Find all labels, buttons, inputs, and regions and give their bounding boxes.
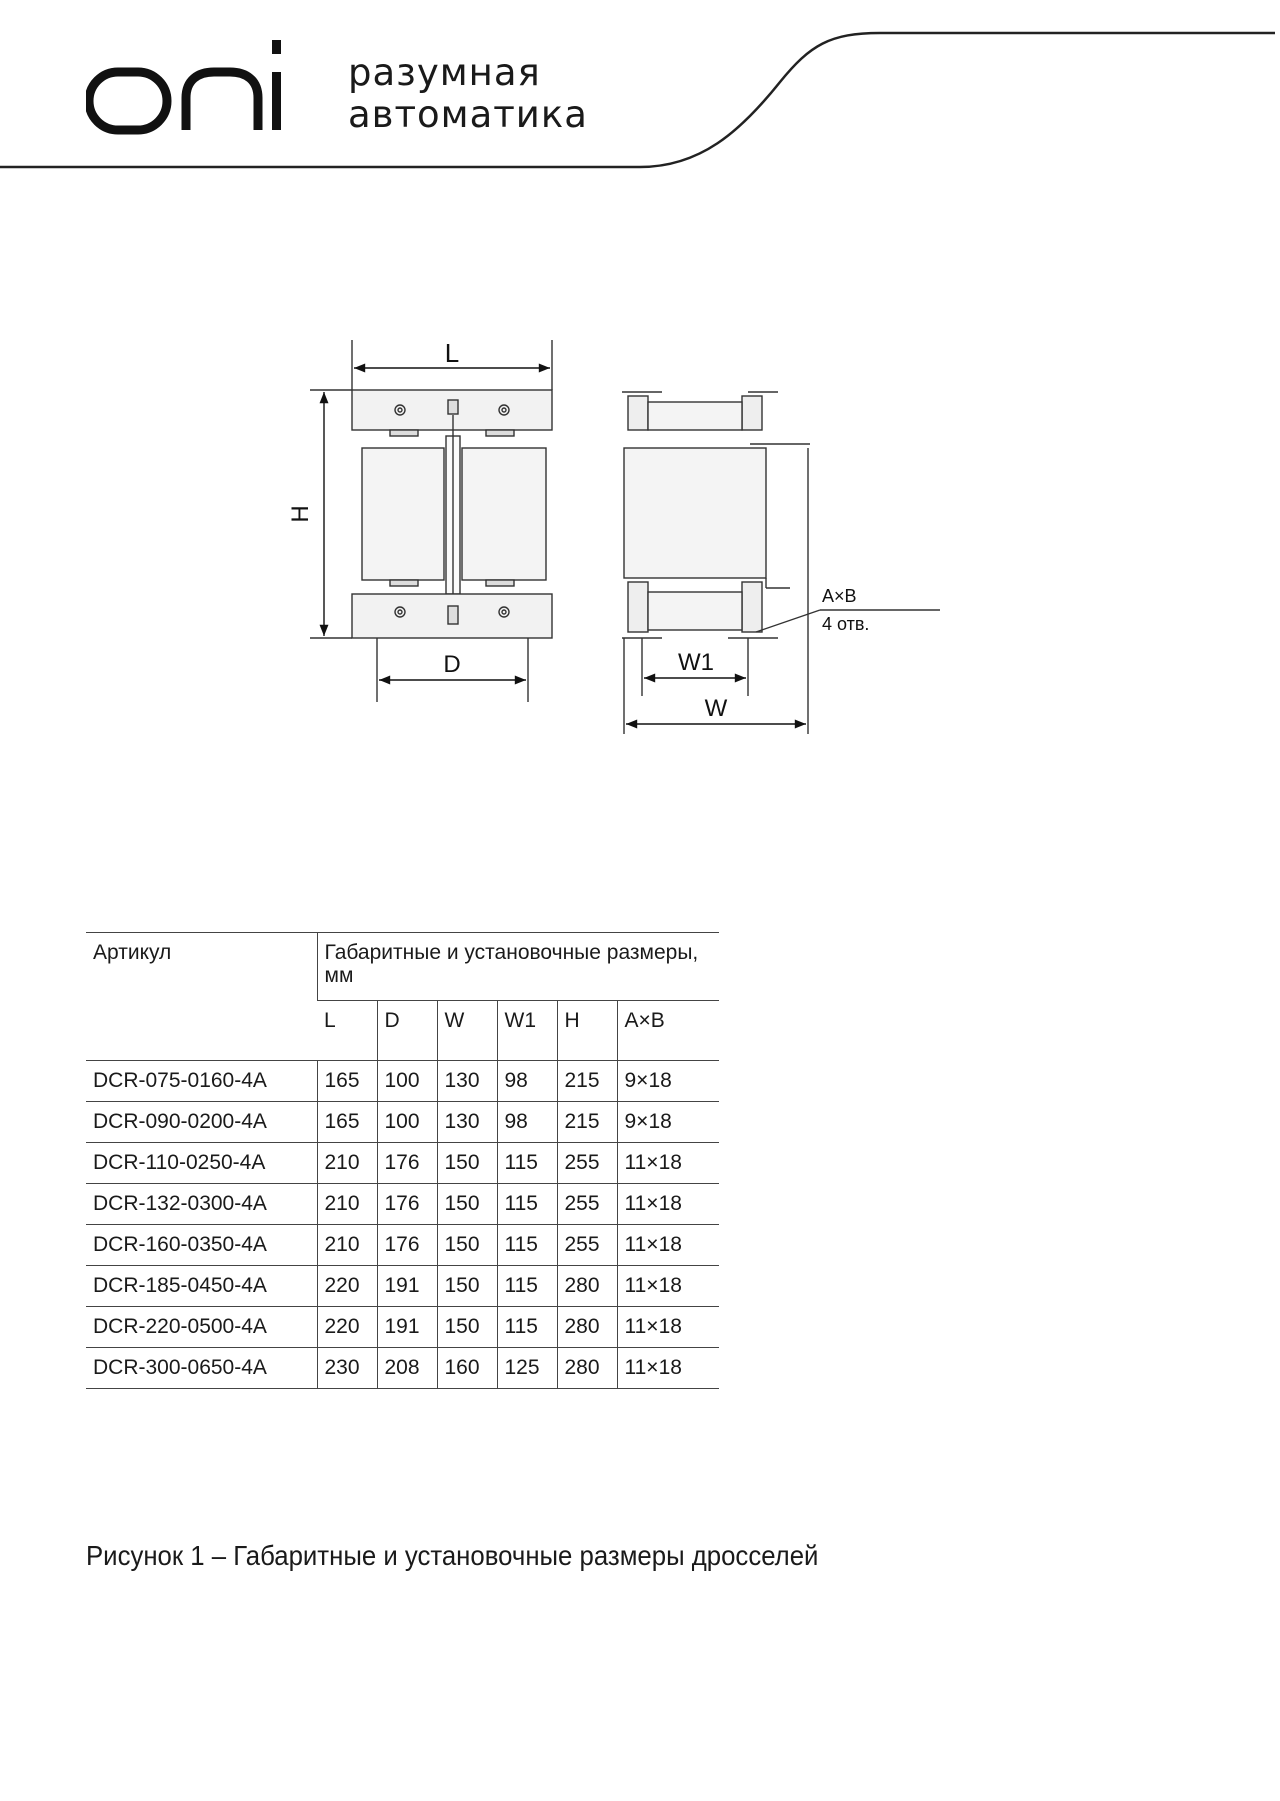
cell-article: DCR-185-0450-4A [86,1266,317,1307]
cell-l: 165 [317,1102,377,1143]
cell-h: 280 [557,1266,617,1307]
cell-w1: 98 [497,1102,557,1143]
cell-w: 130 [437,1061,497,1102]
cell-w1: 115 [497,1143,557,1184]
cell-w: 150 [437,1225,497,1266]
cell-w: 130 [437,1102,497,1143]
page-header [0,0,1280,175]
cell-h: 280 [557,1348,617,1389]
cell-article: DCR-075-0160-4A [86,1061,317,1102]
cell-w1: 115 [497,1184,557,1225]
table-row [86,1307,719,1348]
cell-axb: 11×18 [617,1184,719,1225]
table-header-row [86,933,719,1001]
cell-h: 255 [557,1225,617,1266]
cell-axb: 9×18 [617,1102,719,1143]
dimensions-table [86,932,719,1389]
header-dimensions: Габаритные и установочные размеры, мм [317,933,719,1001]
table-row [86,1184,719,1225]
subheader-w: W [437,1001,497,1061]
cell-axb: 11×18 [617,1143,719,1184]
cell-article: DCR-132-0300-4A [86,1184,317,1225]
cell-d: 191 [377,1307,437,1348]
subheader-h: H [557,1001,617,1061]
cell-article: DCR-160-0350-4A [86,1225,317,1266]
cell-l: 210 [317,1225,377,1266]
cell-l: 210 [317,1184,377,1225]
cell-w: 150 [437,1143,497,1184]
cell-article: DCR-090-0200-4A [86,1102,317,1143]
cell-article: DCR-220-0500-4A [86,1307,317,1348]
header-article: Артикул [86,933,317,1061]
cell-d: 176 [377,1184,437,1225]
cell-w: 160 [437,1348,497,1389]
choke-dimension-drawing [280,320,960,740]
tagline-line-1: разумная [348,51,541,94]
table-row [86,1225,719,1266]
tagline-line-2: автоматика [348,93,588,136]
dim-label-w1: W1 [678,649,714,676]
cell-axb: 11×18 [617,1348,719,1389]
subheader-d: D [377,1001,437,1061]
front-view [310,340,552,702]
dim-label-h: H [287,505,314,523]
table-row [86,1102,719,1143]
cell-axb: 11×18 [617,1225,719,1266]
cell-h: 280 [557,1307,617,1348]
table-row [86,1143,719,1184]
cell-d: 100 [377,1061,437,1102]
cell-axb: 11×18 [617,1266,719,1307]
dim-label-l: L [444,338,460,368]
dim-label-w: W [704,695,728,722]
table-row [86,1348,719,1389]
cell-d: 191 [377,1266,437,1307]
cell-l: 220 [317,1266,377,1307]
subheader-w1: W1 [497,1001,557,1061]
oni-logo [86,36,296,136]
tagline [348,52,588,136]
cell-l: 210 [317,1143,377,1184]
cell-axb: 11×18 [617,1307,719,1348]
cell-d: 208 [377,1348,437,1389]
cell-h: 215 [557,1061,617,1102]
cell-axb: 9×18 [617,1061,719,1102]
cell-w: 150 [437,1307,497,1348]
cell-w1: 115 [497,1266,557,1307]
cell-h: 215 [557,1102,617,1143]
cell-article: DCR-110-0250-4A [86,1143,317,1184]
dim-label-axb: A×B [822,586,857,606]
cell-w1: 98 [497,1061,557,1102]
cell-h: 255 [557,1184,617,1225]
side-view [622,392,940,734]
cell-h: 255 [557,1143,617,1184]
cell-d: 176 [377,1143,437,1184]
cell-d: 100 [377,1102,437,1143]
cell-w: 150 [437,1184,497,1225]
subheader-axb: A×B [617,1001,719,1061]
table-row [86,1266,719,1307]
cell-w1: 125 [497,1348,557,1389]
subheader-l: L [317,1001,377,1061]
dim-label-holes: 4 отв. [822,614,870,634]
cell-article: DCR-300-0650-4A [86,1348,317,1389]
cell-l: 230 [317,1348,377,1389]
table-row [86,1061,719,1102]
cell-l: 165 [317,1061,377,1102]
cell-w: 150 [437,1266,497,1307]
figure-caption: Рисунок 1 – Габаритные и установочные размеры дросселей [86,1540,819,1571]
cell-w1: 115 [497,1307,557,1348]
cell-w1: 115 [497,1225,557,1266]
cell-l: 220 [317,1307,377,1348]
dim-label-d: D [443,651,461,678]
cell-d: 176 [377,1225,437,1266]
